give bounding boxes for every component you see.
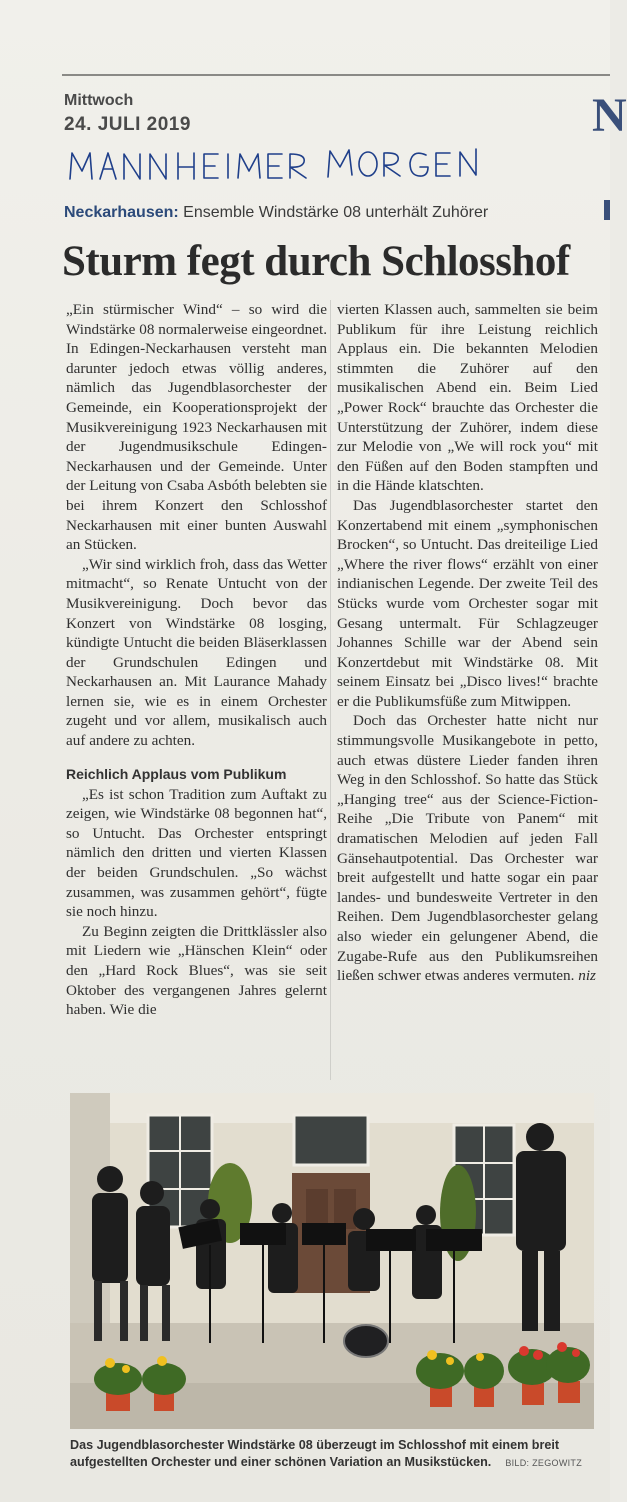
kicker-text: Ensemble Windstärke 08 unterhält Zuhörer xyxy=(178,204,489,221)
caption-text: Das Jugendblasorchester Windstärke 08 überzeugt im Schlosshof mit einem breit aufgestellten Orchester und einer schönen Variation an Musikstücken. xyxy=(70,1438,560,1469)
handwritten-source-note xyxy=(66,145,506,185)
article-paragraph xyxy=(66,555,327,751)
concert-photo xyxy=(70,1093,594,1429)
photo-credit: BILD: ZEGOWITZ xyxy=(505,1458,583,1468)
article-paragraph xyxy=(66,922,327,1020)
author-signature: niz xyxy=(578,967,596,985)
article-column-right xyxy=(337,300,598,986)
masthead-fragment: N xyxy=(592,89,627,142)
photo-caption xyxy=(70,1437,600,1472)
top-rule xyxy=(62,74,610,76)
paragraph-text: Reichlich Applaus vom Publikum xyxy=(66,765,287,782)
paragraph-text: „Wir sind wirklich froh, dass das Wetter mitmacht“, so Renate Untucht von der Musikvereinigung. Doch bevor das Konzert von Windstärke 08 losging, kündigte Untucht die beiden Bläserklassen der Grundschulen Edingen und Neckarhausen an. Mit Laurance Mahady lernen sie, wie es in einem Orchester zugeht und vor allem, musikalisch auch auf andere zu achten. xyxy=(66,555,327,750)
dateline-date: 24. JULI 2019 xyxy=(64,114,191,135)
article-paragraph xyxy=(337,711,598,985)
paragraph-text: Doch das Orchester hatte nicht nur stimmungsvolle Musikangebote in petto, auch etwas düstere Lieder fanden ihren Weg in den Schlosshof. So hatte das Stück „Hanging tree“ aus der Science-Fiction-Reihe „Die Tribute von Panem“ mit dramatischen Melodien auf jeden Fall Gänsehautpotential. Das Orchester war breit aufgestellt und hatte sogar ein paar landes- und bundesweite Vertreter in den Reihen. Dem Jugendblasorchester gelang also wieder ein gelungener Abend, die Zugabe-Rufe aus den Publikumsreihen ließen schwer etwas anderes vermuten. xyxy=(337,712,598,985)
edge-color-strip xyxy=(604,200,610,220)
paragraph-text: Zu Beginn zeigten die Drittklässler also mit Liedern wie „Hänschen Klein“ oder den „Hard Rock Blues“, was sie seit Oktober des vergangenen Jahres gelernt haben. Wie die xyxy=(66,922,327,1019)
article-paragraph xyxy=(66,785,327,922)
column-divider xyxy=(330,300,331,1080)
paragraph-text: „Ein stürmischer Wind“ – so wird die Windstärke 08 normalerweise eingeordnet. In Edingen-Neckarhausen versteht man darunter jedoch etwas völlig anderes, nämlich das Jugendblasorchester der Gemeinde, ein Kooperationsprojekt der Musikvereinigung 1923 Neckarhausen mit der Jugendmusikschule Edingen-Neckarhausen und der Gemeinde. Unter der Leitung von Csaba Asbóth belebten sie bei ihrem Konzert den Schlosshof Neckarhausen mit einer bunten Auswahl an Stücken. xyxy=(66,301,327,554)
dateline xyxy=(64,91,191,136)
article-paragraph xyxy=(337,300,598,496)
dateline-day: Mittwoch xyxy=(64,92,134,109)
kicker-place: Neckarhausen: xyxy=(64,204,179,221)
paragraph-text: vierten Klassen auch, sammelten sie beim Publikum für ihre Leistung reichlich Applaus ein. Die bekannten Melodien stimmten die Zuhörer auf den musikalischen Abend ein. Beim Lied „Power Rock“ brauchte das Orchester die Unterstützung der Zuhörer, indem diese zur Melodie von „We will rock you“ mit den Füßen auf den Boden stampften und in die Hände klatschten. xyxy=(337,301,598,495)
paragraph-text: „Es ist schon Tradition zum Auftakt zu zeigen, wie Windstärke 08 begonnen hat“, so Untucht. Das Orchester entspringt nämlich den dritten und vierten Klassen der beiden Grundschulen. „So wächst zusammen, was zusammen gehört“, fügte sie noch hinzu. xyxy=(66,785,327,921)
headline: Sturm fegt durch Schlosshof xyxy=(62,238,570,285)
article-paragraph xyxy=(337,496,598,712)
subheading xyxy=(66,765,327,783)
paragraph-text: Das Jugendblasorchester startet den Konzertabend mit einem „symphonischen Brocken“, so Untucht. Das dreiteilige Lied „Where the river flows“ erzählt von einer indianischen Legende. Der zweite Teil des Stücks wurde vom Orchester sogar mit Gesang untermalt. Für Schlagzeuger Johannes Schille war der Abend sein Konzertdebut mit Windstärke 08. Mit seinem Einsatz bei „Disco lives!“ brachte er die Publikumsfüße zum Mitwippen. xyxy=(337,496,598,710)
article-paragraph xyxy=(66,300,327,555)
article-column-left xyxy=(66,300,327,1020)
kicker-line xyxy=(64,204,488,222)
